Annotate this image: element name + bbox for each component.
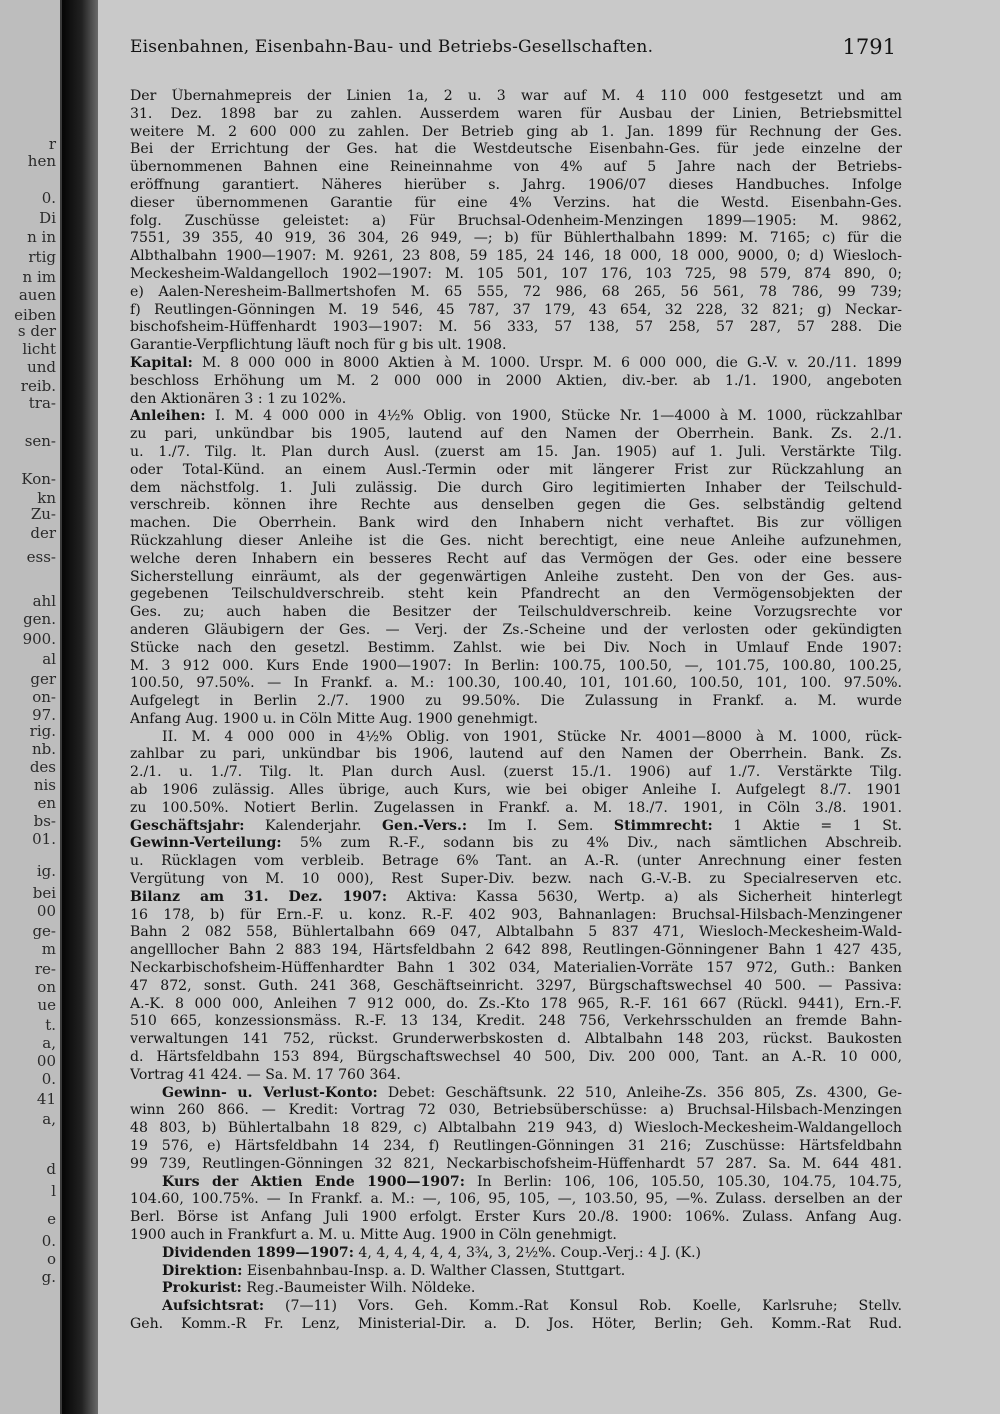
line-text: 104.60, 100.75%. — In Frankf. a. M.: —, 106, 95, 105, —, 103.50, 95, —%. Zulass. derselben an der <box>130 1191 902 1208</box>
text-line <box>130 1156 902 1174</box>
prev-page-fragment: al <box>42 650 56 668</box>
line-text: M. 8 000 000 in 8000 Aktien à M. 1000. Urspr. M. 6 000 000, die G.-V. v. 20./11. 1899 <box>192 354 902 371</box>
prev-page-fragment: Di <box>39 209 56 227</box>
text-line <box>130 426 902 444</box>
text-line <box>130 515 902 533</box>
text-line <box>130 1298 902 1316</box>
text-line <box>130 996 902 1014</box>
line-text: 4, 4, 4, 4, 4, 4, 3¾, 3, 2½%. Coup.-Verj.: 4 J. (K.) <box>353 1244 702 1261</box>
section-keyword: Geschäftsjahr: <box>130 817 245 834</box>
prev-page-fragment: n im <box>22 268 56 286</box>
line-text: Debet: Geschäftsunk. 22 510, Anleihe-Zs. 356 805, Zs. 4300, Ge- <box>377 1084 902 1101</box>
text-line <box>130 800 902 818</box>
text-line <box>130 675 902 693</box>
line-text: den Aktionären 3 : 1 zu 102%. <box>130 390 347 407</box>
text-line <box>130 1245 902 1263</box>
line-text: u. 1./7. Tilg. lt. Plan durch Ausl. (zuerst am 15. Jan. 1905) auf 1. Juli. Verstärkte Tilg. <box>130 443 902 460</box>
prev-page-fragment: a, <box>42 1034 56 1052</box>
line-text: Bahn 2 082 558, Bühlertalbahn 669 047, Albtalbahn 5 837 471, Wiesloch-Meckesheim-Wald- <box>130 924 902 941</box>
line-text: dem nächstfolg. 1. Juli zulässig. Die durch Giro legitimierten Inhaber der Teilschuld- <box>130 479 902 496</box>
line-text: ab 1906 zulässig. Alles übrige, auch Kurs, wie bei obiger Anleihe I. Aufgelegt 8./7. 1901 <box>130 782 902 799</box>
text-line <box>130 1316 902 1334</box>
line-text: 5% zum R.-F., sodann bis zu 4% Div., nach sämtlichen Abschreib. <box>281 835 902 852</box>
text-line <box>130 533 902 551</box>
line-text: Berl. Börse ist Anfang Juli 1900 erfolgt. Erster Kurs 20./8. 1900: 106%. Zulass. Anfang Aug. <box>130 1209 902 1226</box>
line-text: verwaltungen 141 752, rückst. Grunderwerbskosten d. Albtalbahn 148 203, rückst. Baukosten <box>130 1031 902 1048</box>
text-line <box>130 88 902 106</box>
prev-page-fragment: 41 <box>36 1090 56 1108</box>
text-line <box>130 1120 902 1138</box>
line-text: dieser übernommenen Garantie für eine 4% Verzins. hat die Westd. Eisenbahn-Ges. <box>130 194 902 211</box>
line-text: In Berlin: 106, 106, 105.50, 105.30, 104.75, 104.75, <box>464 1173 902 1190</box>
book-gutter <box>62 0 98 1414</box>
prev-page-fragment: des <box>29 758 56 776</box>
prev-page-fragment: rtig <box>28 248 56 266</box>
line-text: d. Härtsfeldbahn 153 894, Bürgschaftswechsel 40 500, Div. 200 000, Tant. an A.-R. 10 000, <box>130 1049 902 1066</box>
prev-page-fragment: gen. <box>23 610 56 628</box>
line-text: winn 260 866. — Kredit: Vortrag 72 030, Betriebsüberschüsse: a) Bruchsal-Hilsbach-Menzingen <box>130 1102 902 1119</box>
line-text: Ges. zu; auch haben die Besitzer der Teilschuldverschreib. keine Vorzugsrechte vor <box>130 604 902 621</box>
text-line <box>130 604 902 622</box>
prev-page-fragment: n in <box>27 228 56 246</box>
prev-page-fragment: hen <box>27 152 56 170</box>
prev-page-fragment: re- <box>34 960 56 978</box>
text-line <box>130 1013 902 1031</box>
section-keyword: Gewinn- u. Verlust-Konto: <box>162 1084 378 1101</box>
text-line <box>130 1049 902 1067</box>
section-keyword: Direktion: <box>162 1262 243 1279</box>
text-line <box>130 497 902 515</box>
prev-page-fragment: 00 <box>36 902 56 920</box>
text-line <box>130 551 902 569</box>
prev-page-fragment: on <box>37 978 56 996</box>
text-line <box>130 693 902 711</box>
text-line <box>130 924 902 942</box>
line-text: Albthalbahn 1900—1907: M. 9261, 23 808, 59 185, 24 146, 18 000, 18 000, 9000, 0; d) Wiesloch- <box>130 248 902 265</box>
line-text: 31. Dez. 1898 bar zu zahlen. Ausserdem waren für Ausbau der Linien, Betriebsmittel <box>130 105 902 122</box>
text-line <box>130 1031 902 1049</box>
line-text: 100.50, 97.50%. — In Frankf. a. M.: 100.30, 100.40, 101, 101.60, 100.50, 101, 100. 97.50%. <box>130 675 902 692</box>
line-text: Anfang Aug. 1900 u. in Cöln Mitte Aug. 1900 genehmigt. <box>130 710 539 727</box>
prev-page-fragment: o <box>46 1250 56 1268</box>
line-text: welche deren Inhabern ein besseres Recht auf das Vermögen der Ges. oder eine bessere <box>130 550 902 567</box>
text-line <box>130 640 902 658</box>
text-line <box>130 622 902 640</box>
text-line <box>130 942 902 960</box>
text-line <box>130 1138 902 1156</box>
text-line <box>130 1263 902 1281</box>
prev-page-fragment: d <box>46 1160 56 1178</box>
section-keyword: Kapital: <box>130 354 193 371</box>
prev-page-fragment: 97. <box>32 706 56 724</box>
text-line <box>130 818 902 836</box>
previous-page-edge <box>0 0 62 1414</box>
text-line <box>130 159 902 177</box>
text-line <box>130 729 902 747</box>
prev-page-fragment: en <box>37 794 56 812</box>
text-line <box>130 480 902 498</box>
text-line <box>130 124 902 142</box>
section-keyword: Kurs der Aktien Ende 1900—1907: <box>162 1173 465 1190</box>
line-text: 47 872, sonst. Guth. 241 368, Geschäftseinricht. 3297, Bürgschaftswechsel 40 500. — Passiva: <box>130 977 902 994</box>
prev-page-fragment: t. <box>45 1016 56 1034</box>
line-text: angelllocher Bahn 2 883 194, Härtsfeldbahn 2 642 898, Reutlingen-Gönningener Bahn 1 427 435, <box>130 942 902 959</box>
line-text: weitere M. 2 600 000 zu zahlen. Der Betrieb ging ab 1. Jan. 1899 für Rechnung der Ges. <box>130 123 902 140</box>
prev-page-fragment: eiben <box>14 306 56 324</box>
prev-page-fragment: 0. <box>41 189 56 207</box>
prev-page-fragment: auen <box>18 286 56 304</box>
line-text: zu pari, unkündbar bis 1905, lautend auf den Namen der Oberrhein. Bank. Zs. 2./1. <box>130 426 902 443</box>
text-line <box>130 373 902 391</box>
prev-page-fragment: nb. <box>31 740 56 758</box>
line-text: Neckarbischofsheim-Hüffenhardter Bahn 1 302 034, Materialien-Vorräte 157 972, Guth.: Banken <box>130 960 902 977</box>
line-text: bischofsheim-Hüffenhardt 1903—1907: M. 56 333, 57 138, 57 258, 57 287, 57 288. Die <box>130 319 902 336</box>
line-text: Im I. Sem. <box>467 817 614 834</box>
line-text: 510 665, konzessionsmäss. R.-F. 13 134, Kredit. 248 756, Verkehrsschulden an fremde Bahn- <box>130 1013 902 1030</box>
prev-page-fragment: ahl <box>32 592 56 610</box>
prev-page-fragment: a, <box>42 1110 56 1128</box>
line-text: anderen Gläubigern der Ges. — Verj. der Zs.-Scheine und der verlosten oder gekündigten <box>130 621 902 638</box>
line-text: Der Übernahmepreis der Linien 1a, 2 u. 3 war auf M. 4 110 000 festgesetzt und am <box>130 88 902 104</box>
body-text <box>130 88 902 1334</box>
text-line <box>130 1174 902 1192</box>
prev-page-fragment: sen- <box>24 432 56 450</box>
prev-page-fragment: ig. <box>36 862 56 880</box>
prev-page-fragment: 00 <box>36 1052 56 1070</box>
text-line <box>130 764 902 782</box>
section-keyword: Gen.-Vers.: <box>382 817 468 834</box>
text-line <box>130 213 902 231</box>
text-line <box>130 746 902 764</box>
line-text: Aufgelegt in Berlin 2./7. 1900 zu 99.50%. Die Zulassung in Frankf. a. M. wurde <box>130 693 902 710</box>
line-text: Vergütung von M. 10 000), Rest Super-Div. bezw. nach G.-V.-B. zu Specialreserven etc. <box>130 871 902 888</box>
line-text: f) Reutlingen-Gönningen M. 19 546, 45 787, 37 179, 43 654, 32 228, 32 821; g) Neckar- <box>130 301 902 318</box>
line-text: 48 803, b) Bühlertalbahn 18 829, c) Albtalbahn 219 943, d) Wiesloch-Meckesheim-Waldangelloch <box>130 1120 902 1137</box>
text-line <box>130 462 902 480</box>
line-text: Rückzahlung dieser Anleihe ist die Ges. nicht berechtigt, eine neue Anleihe aufzunehmen, <box>130 532 902 549</box>
line-text: oder Total-Künd. an einem Ausl.-Termin oder mit längerer Frist zur Rückzahlung an <box>130 461 902 478</box>
section-keyword: Prokurist: <box>162 1280 242 1297</box>
text-line <box>130 853 902 871</box>
line-text: Eisenbahnbau-Insp. a. D. Walther Classen, Stuttgart. <box>242 1262 626 1279</box>
prev-page-fragment: Zu- <box>30 505 56 523</box>
line-text: 16 178, b) für Ern.-F. u. konz. R.-F. 402 903, Bahnanlagen: Bruchsal-Hilsbach-Menzingener <box>130 906 902 923</box>
line-text: A.-K. 8 000 000, Anleihen 7 912 000, do. Zs.-Kto 178 965, R.-F. 161 667 (Rückl. 9441), Ern.-F. <box>130 995 902 1012</box>
prev-page-fragment: nis <box>33 776 56 794</box>
prev-page-fragment: ger <box>30 670 56 688</box>
text-line <box>130 302 902 320</box>
prev-page-fragment: der <box>30 524 56 542</box>
running-header <box>130 37 900 67</box>
text-line <box>130 391 902 409</box>
line-text: Stücke nach den gesetzl. Bestimm. Zahlst. wie bei Div. Noch in Umlauf Ende 1907: <box>130 639 902 656</box>
prev-page-fragment: tra- <box>28 394 56 412</box>
line-text: übernommenen Bahnen eine Reineinnahme von 4% auf 5 Jahre nach der Betriebs- <box>130 159 902 176</box>
text-line <box>130 871 902 889</box>
text-line <box>130 177 902 195</box>
text-line <box>130 319 902 337</box>
prev-page-fragment: 0. <box>41 1070 56 1088</box>
line-text: 19 576, e) Härtsfeldbahn 14 234, f) Reutlingen-Gönningen 31 216; Zuschüsse: Härtsfeldbahn <box>130 1138 902 1155</box>
text-line <box>130 907 902 925</box>
prev-page-fragment: reib. <box>20 377 56 395</box>
text-line <box>130 1191 902 1209</box>
text-line <box>130 1227 902 1245</box>
section-keyword: Dividenden 1899—1907: <box>162 1244 354 1261</box>
text-line <box>130 889 902 907</box>
line-text: (7—11) Vors. Geh. Komm.-Rat Konsul Rob. Koelle, Karlsruhe; Stellv. <box>264 1298 902 1315</box>
text-line <box>130 408 902 426</box>
line-text: 99 739, Reutlingen-Gönningen 32 821, Neckarbischofsheim-Hüffenhardt 57 287. Sa. M. 644 481. <box>130 1155 902 1172</box>
line-text: Bei der Errichtung der Ges. hat die Westdeutsche Eisenbahn-Ges. für jede einzelne der <box>130 141 902 158</box>
text-line <box>130 586 902 604</box>
line-text: 2./1. u. 1./7. Tilg. lt. Plan durch Ausl. (zuerst 15./1. 1906) auf 1./7. Verstärkte Tilg. <box>130 764 902 781</box>
line-text: Meckesheim-Waldangelloch 1902—1907: M. 105 501, 107 176, 103 725, 98 579, 874 890, 0; <box>130 265 902 282</box>
prev-page-fragment: 900. <box>22 630 56 648</box>
prev-page-fragment: g. <box>41 1268 56 1286</box>
prev-page-fragment: ess- <box>26 548 56 566</box>
text-line <box>130 835 902 853</box>
line-text: Garantie-Verpflichtung läuft noch für g bis ult. 1908. <box>130 337 507 354</box>
prev-page-fragment: e <box>47 1210 56 1228</box>
line-text: zahlbar zu pari, unkündbar bis 1906, lautend auf den Namen der Oberrhein. Bank. Zs. <box>130 746 902 763</box>
text-line <box>130 978 902 996</box>
text-line <box>130 569 902 587</box>
line-text: gegebenen Teilschuldverschreib. steht kein Pfandrecht an den Vermögensobjekten der <box>130 586 902 603</box>
text-line <box>130 1067 902 1085</box>
prev-page-fragment: rig. <box>29 722 56 740</box>
text-line <box>130 141 902 159</box>
text-line <box>130 195 902 213</box>
text-line <box>130 444 902 462</box>
text-line <box>130 711 902 729</box>
text-line <box>130 106 902 124</box>
line-text: I. M. 4 000 000 in 4½% Oblig. von 1900, Stücke Nr. 1—4000 à M. 1000, rückzahlbar <box>205 408 902 425</box>
prev-page-fragment: licht <box>22 340 56 358</box>
line-text: zu 100.50%. Notiert Berlin. Zugelassen in Frankf. a. M. 18./7. 1901, in Cöln 3./8. 1901. <box>130 799 902 816</box>
text-line <box>130 355 902 373</box>
section-keyword: Anleihen: <box>130 408 206 425</box>
prev-page-fragment: l <box>51 1182 56 1200</box>
text-line <box>130 960 902 978</box>
line-text: u. Rücklagen vom verbleib. Betrage 6% Tant. an A.-R. (unter Anrechnung einer festen <box>130 853 902 870</box>
text-line <box>130 337 902 355</box>
prev-page-fragment: s der <box>17 322 56 340</box>
prev-page-fragment: und <box>27 358 56 376</box>
line-text: folg. Zuschüsse geleistet: a) Für Bruchsal-Odenheim-Menzingen 1899—1905: M. 9862, <box>130 212 902 229</box>
prev-page-fragment: 0. <box>41 1232 56 1250</box>
header-title: Eisenbahnen, Eisenbahn-Bau- und Betriebs-Gesellschaften. <box>130 37 654 57</box>
section-keyword: Aufsichtsrat: <box>162 1298 265 1315</box>
section-keyword: Gewinn-Verteilung: <box>130 835 282 852</box>
line-text: II. M. 4 000 000 in 4½% Oblig. von 1901, Stücke Nr. 4001—8000 à M. 1000, rück- <box>162 728 902 745</box>
text-line <box>130 266 902 284</box>
text-line <box>130 1085 902 1103</box>
text-line <box>130 230 902 248</box>
text-line <box>130 284 902 302</box>
line-text: Kalenderjahr. <box>244 817 382 834</box>
section-keyword: Bilanz am 31. Dez. 1907: <box>130 888 388 905</box>
line-text: eröffnung garantiert. Näheres hierüber s. Jahrg. 1906/07 dieses Handbuches. Infolge <box>130 176 902 193</box>
prev-page-fragment: ge- <box>32 922 56 940</box>
line-text: 7551, 39 355, 40 919, 36 304, 26 949, —; b) für Bühlerthalbahn 1899: M. 7165; c) für die <box>130 230 902 247</box>
text-line <box>130 1209 902 1227</box>
text-line <box>130 782 902 800</box>
prev-page-fragment: 01. <box>32 830 56 848</box>
line-text: Vortrag 41 424. — Sa. M. 17 760 364. <box>130 1066 401 1083</box>
prev-page-fragment: on- <box>32 688 56 706</box>
prev-page-fragment: r <box>48 135 56 153</box>
line-text: 1 Aktie = 1 St. <box>712 817 902 834</box>
line-text: 1900 auch in Frankfurt a. M. u. Mitte Aug. 1900 in Cöln genehmigt. <box>130 1227 617 1243</box>
text-line <box>130 248 902 266</box>
line-text: M. 3 912 000. Kurs Ende 1900—1907: In Berlin: 100.75, 100.50, —, 101.75, 100.80, 100.25, <box>130 657 902 674</box>
line-text: machen. Die Oberrhein. Bank wird den Inhabern nicht verhaftet. Bis zur völligen <box>130 515 902 532</box>
line-text: Geh. Komm.-R Fr. Lenz, Ministerial-Dir. a. D. Jos. Höter, Berlin; Geh. Komm.-Rat Rud. <box>130 1315 902 1332</box>
line-text: beschloss Erhöhung um M. 2 000 000 in 2000 Aktien, div.-ber. ab 1./1. 1900, angeboten <box>130 372 902 389</box>
text-line <box>130 658 902 676</box>
text-line <box>130 1280 902 1298</box>
line-text: Aktiva: Kassa 5630, Wertp. a) als Sicherheit hinterlegt <box>387 888 902 905</box>
line-text: verschreib. können ihre Rechte aus denselben gegen die Ges. selbständig geltend <box>130 497 902 514</box>
prev-page-fragment: m <box>41 940 56 958</box>
prev-page-fragment: Kon- <box>21 470 56 488</box>
prev-page-fragment: bei <box>32 884 56 902</box>
text-line <box>130 1102 902 1120</box>
page-number: 1791 <box>842 35 896 59</box>
section-keyword: Stimmrecht: <box>613 817 713 834</box>
line-text: e) Aalen-Neresheim-Ballmertshofen M. 65 555, 72 986, 68 265, 56 561, 78 786, 99 739; <box>130 283 902 300</box>
prev-page-fragment: kn <box>37 489 56 507</box>
line-text: Reg.-Baumeister Wilh. Nöldeke. <box>241 1280 476 1297</box>
prev-page-fragment: bs- <box>33 812 56 830</box>
prev-page-fragment: ue <box>37 996 56 1014</box>
line-text: Sicherstellung einräumt, als der gegenwärtigen Anleihe zusteht. Den von der Ges. aus- <box>130 568 902 585</box>
